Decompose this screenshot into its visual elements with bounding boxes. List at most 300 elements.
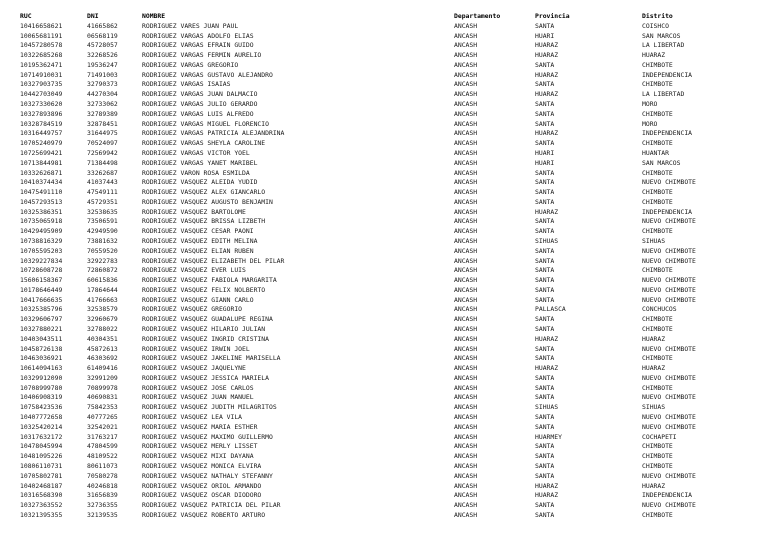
nombre-cell: RODRIGUEZ VARON ROSA ESMILDA: [142, 168, 250, 177]
provincia-cell: HUARAZ: [535, 41, 559, 50]
ruc-cell: 10758423536: [20, 403, 63, 412]
provincia-cell: SANTA: [535, 256, 555, 265]
departamento-cell: ANCASH: [454, 393, 478, 402]
dni-cell: 32736355: [87, 501, 118, 510]
ruc-cell: 10325386351: [20, 207, 63, 216]
ruc-cell: 10329606797: [20, 315, 63, 324]
distrito-cell: HUANTAR: [642, 148, 669, 157]
header-distrito: Distrito: [642, 12, 673, 20]
provincia-cell: SANTA: [535, 276, 555, 285]
nombre-cell: RODRIGUEZ VASQUEZ INGRID CRISTINA: [142, 334, 269, 343]
distrito-cell: HUARAZ: [642, 364, 666, 373]
provincia-cell: HUARI: [535, 31, 555, 40]
nombre-cell: RODRIGUEZ VASQUEZ MARIA ESTHER: [142, 422, 258, 431]
distrito-cell: INDEPENDENCIA: [642, 491, 693, 500]
ruc-cell: 10317632172: [20, 432, 63, 441]
dni-cell: 32542021: [87, 422, 118, 431]
distrito-cell: CHIMBOTE: [642, 452, 673, 461]
table-body: [0, 22, 768, 521]
dni-cell: 32538579: [87, 305, 118, 314]
table-row: [0, 178, 768, 188]
nombre-cell: RODRIGUEZ VASQUEZ CESAR PAONI: [142, 227, 254, 236]
ruc-cell: 10327903735: [20, 80, 63, 89]
departamento-cell: ANCASH: [454, 354, 478, 363]
provincia-cell: HUARAZ: [535, 70, 559, 79]
provincia-cell: SANTA: [535, 373, 555, 382]
distrito-cell: CHIMBOTE: [642, 197, 673, 206]
distrito-cell: HUARAZ: [642, 334, 666, 343]
departamento-cell: ANCASH: [454, 344, 478, 353]
departamento-cell: ANCASH: [454, 481, 478, 490]
table-row: [0, 129, 768, 139]
distrito-cell: NUEVO CHIMBOTE: [642, 422, 696, 431]
table-row: [0, 423, 768, 433]
ruc-cell: 10332626871: [20, 168, 63, 177]
provincia-cell: SANTA: [535, 217, 555, 226]
distrito-cell: CHIMBOTE: [642, 315, 673, 324]
dni-cell: 41665862: [87, 21, 118, 30]
distrito-cell: CHIMBOTE: [642, 227, 673, 236]
dni-cell: 72860872: [87, 266, 118, 275]
table-row: [0, 198, 768, 208]
dni-cell: 46303692: [87, 354, 118, 363]
departamento-cell: ANCASH: [454, 100, 478, 109]
dni-cell: 48109522: [87, 452, 118, 461]
dni-cell: 72569942: [87, 148, 118, 157]
ruc-cell: 15606158367: [20, 276, 63, 285]
nombre-cell: RODRIGUEZ VARES JUAN PAUL: [142, 21, 239, 30]
departamento-cell: ANCASH: [454, 256, 478, 265]
nombre-cell: RODRIGUEZ VASQUEZ GIANN CARLO: [142, 295, 254, 304]
table-row: [0, 403, 768, 413]
provincia-cell: SANTA: [535, 139, 555, 148]
provincia-cell: SANTA: [535, 501, 555, 510]
nombre-cell: RODRIGUEZ VASQUEZ ELIAN RUBEN: [142, 246, 254, 255]
provincia-cell: SANTA: [535, 100, 555, 109]
dni-cell: 40304351: [87, 334, 118, 343]
dni-cell: 32733062: [87, 100, 118, 109]
departamento-cell: ANCASH: [454, 276, 478, 285]
distrito-cell: CHIMBOTE: [642, 80, 673, 89]
dni-cell: 45872613: [87, 344, 118, 353]
nombre-cell: RODRIGUEZ VASQUEZ HILARIO JULIAN: [142, 325, 266, 333]
ruc-cell: 10735065918: [20, 217, 63, 226]
table-row: [0, 110, 768, 120]
table-row: [0, 149, 768, 159]
provincia-cell: HUARAZ: [535, 129, 559, 138]
dni-cell: 61409416: [87, 364, 118, 373]
departamento-cell: ANCASH: [454, 207, 478, 216]
table-row: [0, 286, 768, 296]
ruc-cell: 10316449757: [20, 129, 63, 138]
ruc-cell: 10406908319: [20, 393, 63, 402]
provincia-cell: SANTA: [535, 354, 555, 363]
departamento-cell: ANCASH: [454, 373, 478, 382]
nombre-cell: RODRIGUEZ VASQUEZ BARTOLOME: [142, 207, 246, 216]
table-row: [0, 462, 768, 472]
ruc-cell: 10442703049: [20, 90, 63, 99]
header-nombre: NOMBRE: [142, 12, 166, 20]
ruc-cell: 10407772658: [20, 413, 63, 422]
distrito-cell: CONCHUCOS: [642, 305, 677, 314]
departamento-cell: ANCASH: [454, 422, 478, 431]
table-row: [0, 433, 768, 443]
provincia-cell: SANTA: [535, 266, 555, 275]
dni-cell: 70580278: [87, 471, 118, 480]
dni-cell: 71384498: [87, 158, 118, 167]
provincia-cell: HUARAZ: [535, 90, 559, 99]
distrito-cell: NUEVO CHIMBOTE: [642, 501, 696, 510]
departamento-cell: ANCASH: [454, 295, 478, 304]
header-departamento: Departamento: [454, 12, 501, 20]
dni-cell: 60615836: [87, 276, 118, 285]
provincia-cell: SANTA: [535, 246, 555, 255]
nombre-cell: RODRIGUEZ VASQUEZ GREGORIO: [142, 305, 243, 314]
ruc-cell: 10322685268: [20, 51, 63, 60]
nombre-cell: RODRIGUEZ VASQUEZ MONICA ELVIRA: [142, 461, 262, 470]
table-row: [0, 296, 768, 306]
distrito-cell: COCHAPETI: [642, 432, 677, 441]
departamento-cell: ANCASH: [454, 236, 478, 245]
nombre-cell: RODRIGUEZ VASQUEZ FABIOLA MARGARITA: [142, 276, 277, 285]
dni-cell: 70559520: [87, 246, 118, 255]
nombre-cell: RODRIGUEZ VASQUEZ ROBERTO ARTURO: [142, 510, 266, 519]
distrito-cell: CHIMBOTE: [642, 325, 673, 333]
departamento-cell: ANCASH: [454, 90, 478, 99]
nombre-cell: RODRIGUEZ VARGAS LUIS ALFREDO: [142, 109, 254, 118]
ruc-cell: 10458726138: [20, 344, 63, 353]
distrito-cell: CHIMBOTE: [642, 461, 673, 470]
table-row: [0, 266, 768, 276]
provincia-cell: HUARAZ: [535, 481, 559, 490]
nombre-cell: RODRIGUEZ VARGAS GUSTAVO ALEJANDRO: [142, 70, 273, 79]
ruc-cell: 10327880221: [20, 325, 63, 333]
dni-cell: 33262687: [87, 168, 118, 177]
ruc-cell: 10402468187: [20, 481, 63, 490]
distrito-cell: NUEVO CHIMBOTE: [642, 217, 696, 226]
distrito-cell: CHIMBOTE: [642, 188, 673, 197]
dni-cell: 32960679: [87, 315, 118, 324]
nombre-cell: RODRIGUEZ VARGAS ADOLFO ELIAS: [142, 31, 254, 40]
table-row: [0, 100, 768, 110]
departamento-cell: ANCASH: [454, 41, 478, 50]
table-row: [0, 491, 768, 501]
document-page: [0, 12, 768, 521]
ruc-cell: 10416658621: [20, 21, 63, 30]
dni-cell: 73506591: [87, 217, 118, 226]
nombre-cell: RODRIGUEZ VASQUEZ JUDITH MILAGRITOS: [142, 403, 277, 412]
ruc-cell: 10478045994: [20, 442, 63, 451]
table-row: [0, 384, 768, 394]
provincia-cell: SANTA: [535, 452, 555, 461]
ruc-cell: 10457293513: [20, 197, 63, 206]
ruc-cell: 10325420214: [20, 422, 63, 431]
table-row: [0, 472, 768, 482]
departamento-cell: ANCASH: [454, 315, 478, 324]
ruc-cell: 10708999780: [20, 383, 63, 392]
departamento-cell: ANCASH: [454, 70, 478, 79]
distrito-cell: NUEVO CHIMBOTE: [642, 413, 696, 422]
departamento-cell: ANCASH: [454, 471, 478, 480]
ruc-cell: 10327363552: [20, 501, 63, 510]
table-row: [0, 511, 768, 521]
provincia-cell: SANTA: [535, 227, 555, 236]
dni-cell: 42949590: [87, 227, 118, 236]
provincia-cell: SIHUAS: [535, 403, 559, 412]
ruc-cell: 10410374434: [20, 178, 63, 187]
distrito-cell: INDEPENDENCIA: [642, 207, 693, 216]
ruc-cell: 10475491110: [20, 188, 63, 197]
ruc-cell: 10178646449: [20, 285, 63, 294]
nombre-cell: RODRIGUEZ VASQUEZ JOSE CARLOS: [142, 383, 254, 392]
distrito-cell: SIHUAS: [642, 403, 666, 412]
table-row: [0, 169, 768, 179]
table-row: [0, 354, 768, 364]
distrito-cell: NUEVO CHIMBOTE: [642, 276, 696, 285]
distrito-cell: SIHUAS: [642, 236, 666, 245]
header-ruc: RUC: [20, 12, 32, 20]
dni-cell: 70899978: [87, 383, 118, 392]
table-row: [0, 393, 768, 403]
dni-cell: 31644975: [87, 129, 118, 138]
provincia-cell: SANTA: [535, 422, 555, 431]
provincia-cell: SANTA: [535, 21, 555, 30]
table-row: [0, 276, 768, 286]
dni-cell: 47549111: [87, 188, 118, 197]
nombre-cell: RODRIGUEZ VASQUEZ GUADALUPE REGINA: [142, 315, 273, 324]
ruc-cell: 10705595203: [20, 246, 63, 255]
table-row: [0, 22, 768, 32]
nombre-cell: RODRIGUEZ VARGAS MIGUEL FLORENCIO: [142, 119, 269, 128]
provincia-cell: SANTA: [535, 344, 555, 353]
departamento-cell: ANCASH: [454, 158, 478, 167]
nombre-cell: RODRIGUEZ VASQUEZ MERLY LISSET: [142, 442, 258, 451]
distrito-cell: CHIMBOTE: [642, 510, 673, 519]
table-row: [0, 41, 768, 51]
departamento-cell: ANCASH: [454, 334, 478, 343]
provincia-cell: SANTA: [535, 413, 555, 422]
distrito-cell: CHIMBOTE: [642, 60, 673, 69]
provincia-cell: HUARAZ: [535, 334, 559, 343]
departamento-cell: ANCASH: [454, 501, 478, 510]
table-row: [0, 80, 768, 90]
departamento-cell: ANCASH: [454, 80, 478, 89]
dni-cell: 17864644: [87, 285, 118, 294]
departamento-cell: ANCASH: [454, 129, 478, 138]
distrito-cell: SAN MARCOS: [642, 31, 681, 40]
departamento-cell: ANCASH: [454, 139, 478, 148]
nombre-cell: RODRIGUEZ VASQUEZ EVER LUIS: [142, 266, 246, 275]
ruc-cell: 10429495909: [20, 227, 63, 236]
table-row: [0, 452, 768, 462]
distrito-cell: INDEPENDENCIA: [642, 129, 693, 138]
dni-cell: 70524097: [87, 139, 118, 148]
table-row: [0, 315, 768, 325]
dni-cell: 32878451: [87, 119, 118, 128]
table-row: [0, 345, 768, 355]
distrito-cell: COISHCO: [642, 21, 669, 30]
table-row: [0, 61, 768, 71]
nombre-cell: RODRIGUEZ VASQUEZ LEA VILA: [142, 413, 243, 422]
nombre-cell: RODRIGUEZ VASQUEZ NATHALY STEFANNY: [142, 471, 273, 480]
table-row: [0, 71, 768, 81]
dni-cell: 32538635: [87, 207, 118, 216]
table-row: [0, 325, 768, 335]
table-row: [0, 482, 768, 492]
provincia-cell: SANTA: [535, 178, 555, 187]
provincia-cell: SANTA: [535, 80, 555, 89]
dni-cell: 41766663: [87, 295, 118, 304]
departamento-cell: ANCASH: [454, 31, 478, 40]
provincia-cell: HUARAZ: [535, 51, 559, 60]
dni-cell: 40777265: [87, 413, 118, 422]
table-header: [0, 12, 768, 22]
departamento-cell: ANCASH: [454, 285, 478, 294]
dni-cell: 06568119: [87, 31, 118, 40]
provincia-cell: SANTA: [535, 295, 555, 304]
departamento-cell: ANCASH: [454, 109, 478, 118]
table-row: [0, 335, 768, 345]
distrito-cell: NUEVO CHIMBOTE: [642, 393, 696, 402]
departamento-cell: ANCASH: [454, 178, 478, 187]
provincia-cell: SANTA: [535, 383, 555, 392]
nombre-cell: RODRIGUEZ VASQUEZ EDITH MELINA: [142, 236, 258, 245]
dni-cell: 32790373: [87, 80, 118, 89]
ruc-cell: 10463036921: [20, 354, 63, 363]
nombre-cell: RODRIGUEZ VASQUEZ JAKELINE MARISELLA: [142, 354, 281, 363]
provincia-cell: SANTA: [535, 285, 555, 294]
dni-cell: 32788022: [87, 325, 118, 333]
distrito-cell: CHIMBOTE: [642, 383, 673, 392]
provincia-cell: PALLASCA: [535, 305, 566, 314]
distrito-cell: NUEVO CHIMBOTE: [642, 256, 696, 265]
departamento-cell: ANCASH: [454, 403, 478, 412]
departamento-cell: ANCASH: [454, 510, 478, 519]
ruc-cell: 10325385796: [20, 305, 63, 314]
ruc-cell: 10714910031: [20, 70, 63, 79]
distrito-cell: MORO: [642, 119, 658, 128]
nombre-cell: RODRIGUEZ VARGAS JULIO GERARDO: [142, 100, 258, 109]
distrito-cell: CHIMBOTE: [642, 354, 673, 363]
provincia-cell: SANTA: [535, 168, 555, 177]
departamento-cell: ANCASH: [454, 452, 478, 461]
departamento-cell: ANCASH: [454, 266, 478, 275]
distrito-cell: NUEVO CHIMBOTE: [642, 295, 696, 304]
distrito-cell: NUEVO CHIMBOTE: [642, 285, 696, 294]
departamento-cell: ANCASH: [454, 60, 478, 69]
ruc-cell: 10195362471: [20, 60, 63, 69]
ruc-cell: 10738816329: [20, 236, 63, 245]
table-row: [0, 51, 768, 61]
provincia-cell: HUARMEY: [535, 432, 562, 441]
departamento-cell: ANCASH: [454, 21, 478, 30]
departamento-cell: ANCASH: [454, 217, 478, 226]
taxpayer-table: [0, 12, 768, 521]
provincia-cell: SANTA: [535, 471, 555, 480]
nombre-cell: RODRIGUEZ VASQUEZ ALEIDA YUDID: [142, 178, 258, 187]
departamento-cell: ANCASH: [454, 246, 478, 255]
table-row: [0, 501, 768, 511]
ruc-cell: 10806110731: [20, 461, 63, 470]
distrito-cell: LA LIBERTAD: [642, 90, 685, 99]
distrito-cell: NUEVO CHIMBOTE: [642, 178, 696, 187]
dni-cell: 40246818: [87, 481, 118, 490]
table-row: [0, 90, 768, 100]
table-row: [0, 247, 768, 257]
distrito-cell: SAN MARCOS: [642, 158, 681, 167]
departamento-cell: ANCASH: [454, 432, 478, 441]
departamento-cell: ANCASH: [454, 383, 478, 392]
distrito-cell: MORO: [642, 100, 658, 109]
header-provincia: Provincia: [535, 12, 570, 20]
nombre-cell: RODRIGUEZ VASQUEZ ORIOL ARMANDO: [142, 481, 262, 490]
provincia-cell: SANTA: [535, 315, 555, 324]
departamento-cell: ANCASH: [454, 51, 478, 60]
ruc-cell: 10457280578: [20, 41, 63, 50]
ruc-cell: 10614094163: [20, 364, 63, 373]
dni-cell: 32789389: [87, 109, 118, 118]
provincia-cell: SANTA: [535, 197, 555, 206]
ruc-cell: 10705240979: [20, 139, 63, 148]
ruc-cell: 10329227834: [20, 256, 63, 265]
provincia-cell: SANTA: [535, 109, 555, 118]
distrito-cell: NUEVO CHIMBOTE: [642, 471, 696, 480]
dni-cell: 75842353: [87, 403, 118, 412]
ruc-cell: 10728608728: [20, 266, 63, 275]
nombre-cell: RODRIGUEZ VASQUEZ PATRICIA DEL PILAR: [142, 501, 281, 510]
table-row: [0, 139, 768, 149]
distrito-cell: HUARAZ: [642, 51, 666, 60]
distrito-cell: CHIMBOTE: [642, 266, 673, 275]
nombre-cell: RODRIGUEZ VARGAS GREGORIO: [142, 60, 239, 69]
departamento-cell: ANCASH: [454, 442, 478, 451]
table-row: [0, 208, 768, 218]
departamento-cell: ANCASH: [454, 148, 478, 157]
departamento-cell: ANCASH: [454, 119, 478, 128]
departamento-cell: ANCASH: [454, 491, 478, 500]
table-row: [0, 159, 768, 169]
ruc-cell: 10725699421: [20, 148, 63, 157]
dni-cell: 32139535: [87, 510, 118, 519]
provincia-cell: HUARI: [535, 148, 555, 157]
dni-cell: 45728057: [87, 41, 118, 50]
header-row: [0, 12, 768, 22]
table-row: [0, 442, 768, 452]
table-row: [0, 217, 768, 227]
provincia-cell: SANTA: [535, 442, 555, 451]
nombre-cell: RODRIGUEZ VASQUEZ MIXI DAYANA: [142, 452, 254, 461]
departamento-cell: ANCASH: [454, 364, 478, 373]
provincia-cell: SANTA: [535, 393, 555, 402]
distrito-cell: NUEVO CHIMBOTE: [642, 246, 696, 255]
provincia-cell: SANTA: [535, 119, 555, 128]
dni-cell: 32991209: [87, 373, 118, 382]
distrito-cell: CHIMBOTE: [642, 168, 673, 177]
nombre-cell: RODRIGUEZ VASQUEZ OSCAR DIODORO: [142, 491, 262, 500]
table-row: [0, 413, 768, 423]
dni-cell: 32922783: [87, 256, 118, 265]
nombre-cell: RODRIGUEZ VARGAS EFRAIN GUIDO: [142, 41, 254, 50]
nombre-cell: RODRIGUEZ VARGAS YANET MARIBEL: [142, 158, 258, 167]
distrito-cell: CHIMBOTE: [642, 109, 673, 118]
dni-cell: 40690831: [87, 393, 118, 402]
provincia-cell: HUARI: [535, 158, 555, 167]
nombre-cell: RODRIGUEZ VARGAS SHEYLA CAROLINE: [142, 139, 266, 148]
provincia-cell: SIHUAS: [535, 236, 559, 245]
ruc-cell: 10316568390: [20, 491, 63, 500]
provincia-cell: HUARAZ: [535, 491, 559, 500]
dni-cell: 45729351: [87, 197, 118, 206]
